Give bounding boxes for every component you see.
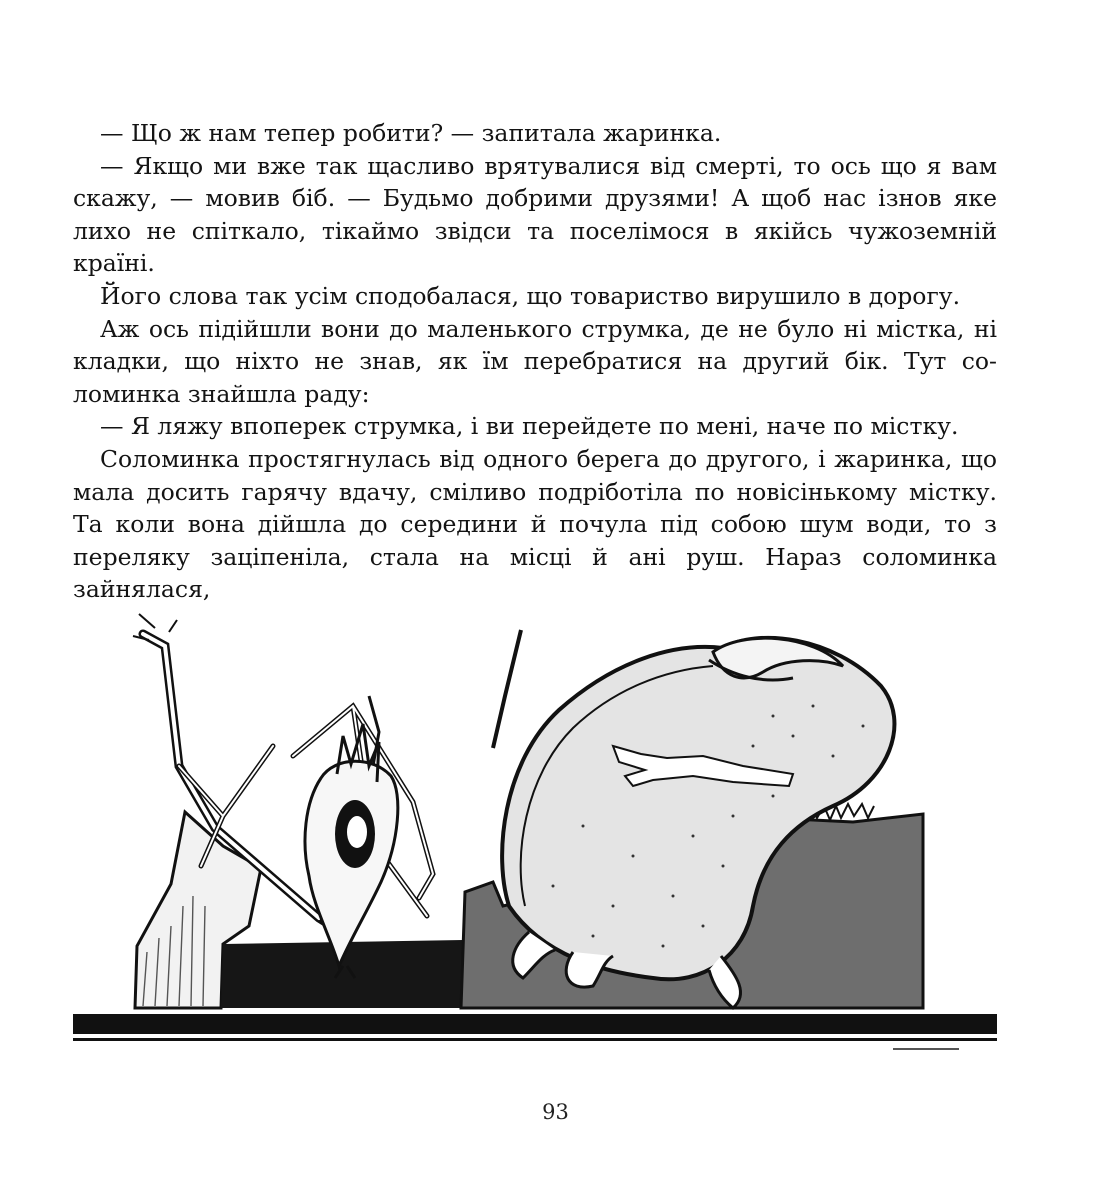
paragraph-stream: Аж ось підійшли вони до маленького струмка, де не було ні містка, ні кладки, що ніхто не знав, як їм перебратися на другий бік. Тут соломинка знайшла раду: [73,314,997,408]
page-number: 93 [542,1100,569,1124]
story-illustration [73,606,997,1054]
paragraph-departure: Його слова так усім сподобалася, що товариство вирушило в дорогу. [100,281,961,310]
illustration-drawing [73,606,997,1054]
paragraph-crossing: Соломинка простягнулась від одного берега до другого, і жаринка, що мала досить гарячу вдачу, сміливо подріботіла по новісінькому містку. Та коли вона дійшла до середини й почула під собою шум води, то з переляку заціпеніла, стала на місці й ані руш. Нараз соломинка зайнялася, [73,444,997,604]
paragraph-straw-offer: — Я ляжу впоперек струмка, і ви перейдете по мені, наче по містку. [100,412,959,441]
story-text [73,117,997,606]
ground-bar [73,1014,997,1034]
paragraph-question: — Що ж нам тепер робити? — запитала жаринка. [100,119,722,147]
paragraph-bean-speech: — Якщо ми вже так щасливо врятувалися від смерті, то ось що я вам скажу, — мовив біб. — Будьмо добрими друзями! А щоб нас ізнов яке лихо не спіткало, тікаймо звідси та поселімося в якійсь чужоземній країні. [73,151,997,278]
